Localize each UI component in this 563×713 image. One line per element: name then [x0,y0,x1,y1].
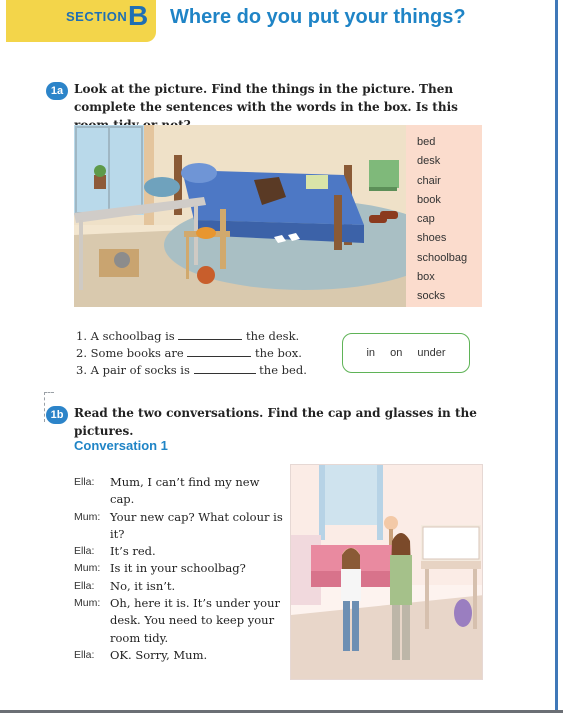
speaker-label: Mum: [74,562,101,575]
section-word: SECTION [66,9,128,24]
answer-blank-3[interactable] [194,362,256,374]
speaker-label: Ella: [74,579,95,592]
exercise-1b-instruction: Read the two conversations. Find the cap and glasses in the pictures. [74,406,477,438]
bedroom-scene-drawing [74,125,406,307]
dialogue-line [74,578,284,595]
word-box-item: schoolbag [417,251,468,264]
sentence-number: 2. [76,346,87,360]
word-box-item: chair [417,174,441,187]
speech-text: OK. Sorry, Mum. [110,647,208,662]
sentence-2 [76,345,307,362]
conversation-title: Conversation 1 [74,438,168,453]
sentence-1 [76,328,307,345]
word-box-item: book [417,193,441,206]
fill-in-sentences [76,328,307,379]
word-box-item: bed [417,136,436,148]
answer-blank-1[interactable] [178,328,242,340]
speech-text: Your new cap? What colour is it? [110,509,283,541]
speaker-label: Ella: [74,476,95,488]
sentence-before: Some books are [90,346,184,360]
speech-text: Oh, here it is. It’s under your desk. You need to keep your room tidy. [110,596,280,645]
word-box-item: shoes [417,232,447,245]
exercise-1b-badge: 1b [46,406,68,424]
preposition-box [342,333,470,373]
dialogue-line [74,647,284,664]
ella-and-mum-illustration [290,464,483,680]
word-box-item: cap [417,213,435,226]
conversation-dialogue [74,474,284,664]
sentence-after: the box. [255,346,302,360]
sentence-before: A pair of socks is [90,363,190,377]
dialogue-line [74,543,284,560]
section-letter: B [128,0,149,31]
page-edge-rule [555,0,558,713]
answer-blank-2[interactable] [187,345,251,357]
sentence-3 [76,362,307,379]
preposition-in: in [366,347,376,359]
word-box-item: socks [417,290,446,303]
dialogue-line [74,509,284,544]
sentence-after: the desk. [246,329,300,343]
speech-text: Mum, I can’t find my new cap. [110,475,260,507]
sentence-number: 3. [76,363,87,377]
conversation-scene-drawing [291,465,483,680]
word-box-item: desk [417,155,441,168]
speech-text: It’s red. [110,544,156,559]
sentence-after: the bed. [259,363,307,377]
dialogue-line [74,595,284,647]
preposition-on: on [390,347,403,359]
messy-bedroom-illustration [74,125,406,307]
speech-text: Is it in your schoolbag? [110,561,246,576]
speaker-label: Mum: [74,597,101,610]
sentence-number: 1. [76,329,87,343]
speaker-label: Mum: [74,510,101,523]
speaker-label: Ella: [74,648,95,661]
preposition-under: under [417,347,446,359]
dialogue-line [74,560,284,577]
word-box [406,125,482,307]
word-box-item: box [417,271,435,284]
exercise-1a-instruction: Look at the picture. Find the things in the picture. Then complete the sentences with the words in the box. Is this [74,82,458,114]
page-title: Where do you put your things? [170,6,466,28]
speaker-label: Ella: [74,545,95,558]
sentence-before: A schoolbag is [90,329,175,343]
section-tab [6,0,156,42]
exercise-1a-badge: 1a [46,82,68,100]
dialogue-line [74,474,284,509]
word-list [406,125,482,307]
speech-text: No, it isn’t. [110,578,176,593]
